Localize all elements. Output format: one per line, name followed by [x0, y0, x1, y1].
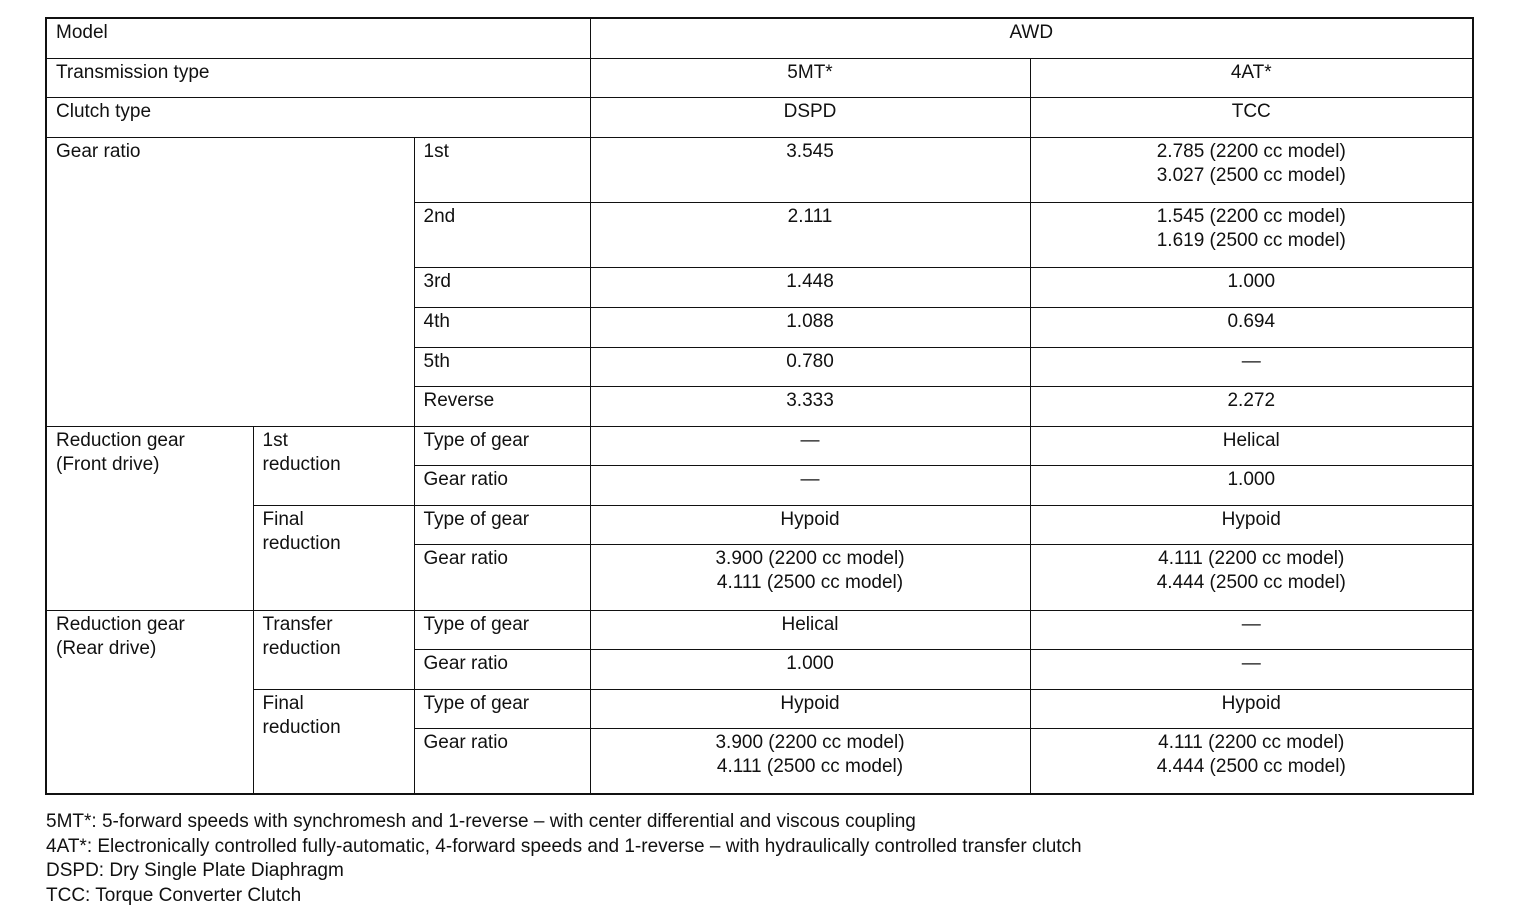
- transmission-mt: 5MT*: [590, 58, 1030, 97]
- gear-ratio-row-label: Gear ratio: [414, 544, 590, 610]
- gear-name: 1st: [414, 137, 590, 202]
- gear-mt-value: 2.111: [590, 202, 1030, 267]
- transmission-spec-table: [45, 17, 1474, 795]
- rear-drive-label: Reduction gear (Rear drive): [46, 610, 253, 794]
- gear-name: 5th: [414, 347, 590, 386]
- front-first-ratio-at: 1.000: [1030, 465, 1473, 505]
- front-first-ratio-mt: —: [590, 465, 1030, 505]
- front-final-ratio-mt: 3.900 (2200 cc model) 4.111 (2500 cc model): [590, 544, 1030, 610]
- model-value: AWD: [590, 18, 1473, 58]
- gear-mt-value: 3.545: [590, 137, 1030, 202]
- footnote-4at: 4AT*: Electronically controlled fully-automatic, 4-forward speeds and 1-reverse – with hydraulically controlled transfer clutch: [46, 835, 1082, 857]
- model-row: [46, 18, 1473, 58]
- gear-ratio-label: Gear ratio: [46, 137, 414, 426]
- rear-final-type-row: [46, 689, 1473, 728]
- front-final-ratio-at: 4.111 (2200 cc model) 4.444 (2500 cc model): [1030, 544, 1473, 610]
- gear-ratio-row-label: Gear ratio: [414, 728, 590, 794]
- gear-mt-value: 3.333: [590, 386, 1030, 426]
- gear-at-value: 1.000: [1030, 267, 1473, 307]
- gear-row: [46, 137, 1473, 202]
- rear-final-ratio-mt: 3.900 (2200 cc model) 4.111 (2500 cc model): [590, 728, 1030, 794]
- front-final-type-at: Hypoid: [1030, 505, 1473, 544]
- rear-transfer-type-row: [46, 610, 1473, 649]
- rear-final-ratio-at: 4.111 (2200 cc model) 4.444 (2500 cc model): [1030, 728, 1473, 794]
- gear-ratio-row-label: Gear ratio: [414, 649, 590, 689]
- front-final-type-row: [46, 505, 1473, 544]
- gear-at-value: 0.694: [1030, 307, 1473, 347]
- rear-transfer-type-mt: Helical: [590, 610, 1030, 649]
- front-final-type-mt: Hypoid: [590, 505, 1030, 544]
- front-first-type-mt: —: [590, 426, 1030, 465]
- transmission-label: Transmission type: [46, 58, 590, 97]
- clutch-row: [46, 97, 1473, 137]
- gear-at-value: 2.272: [1030, 386, 1473, 426]
- front-first-type-row: [46, 426, 1473, 465]
- clutch-mt: DSPD: [590, 97, 1030, 137]
- rear-transfer-ratio-at: —: [1030, 649, 1473, 689]
- type-of-gear-label: Type of gear: [414, 426, 590, 465]
- rear-final-reduction-label: Final reduction: [253, 689, 414, 794]
- gear-at-value: —: [1030, 347, 1473, 386]
- front-first-reduction-label: 1st reduction: [253, 426, 414, 505]
- gear-mt-value: 1.088: [590, 307, 1030, 347]
- front-drive-label: Reduction gear (Front drive): [46, 426, 253, 610]
- gear-at-value: 2.785 (2200 cc model) 3.027 (2500 cc model): [1030, 137, 1473, 202]
- rear-transfer-ratio-mt: 1.000: [590, 649, 1030, 689]
- gear-ratio-row-label: Gear ratio: [414, 465, 590, 505]
- gear-mt-value: 0.780: [590, 347, 1030, 386]
- rear-final-type-mt: Hypoid: [590, 689, 1030, 728]
- transmission-at: 4AT*: [1030, 58, 1473, 97]
- type-of-gear-label: Type of gear: [414, 689, 590, 728]
- footnote-dspd: DSPD: Dry Single Plate Diaphragm: [46, 860, 344, 881]
- model-label: Model: [46, 18, 590, 58]
- gear-name: 4th: [414, 307, 590, 347]
- gear-at-value: 1.545 (2200 cc model) 1.619 (2500 cc model): [1030, 202, 1473, 267]
- clutch-label: Clutch type: [46, 97, 590, 137]
- footnote-tcc: TCC: Torque Converter Clutch: [46, 884, 302, 906]
- transmission-row: [46, 58, 1473, 97]
- rear-final-type-at: Hypoid: [1030, 689, 1473, 728]
- rear-transfer-reduction-label: Transfer reduction: [253, 610, 414, 689]
- footnote-5mt: 5MT*: 5-forward speeds with synchromesh and 1-reverse – with center differential and viscous coupling: [46, 811, 916, 832]
- type-of-gear-label: Type of gear: [414, 505, 590, 544]
- front-final-reduction-label: Final reduction: [253, 505, 414, 610]
- type-of-gear-label: Type of gear: [414, 610, 590, 649]
- front-first-type-at: Helical: [1030, 426, 1473, 465]
- gear-name: 3rd: [414, 267, 590, 307]
- footnotes: [46, 810, 1082, 908]
- rear-transfer-type-at: —: [1030, 610, 1473, 649]
- gear-name: Reverse: [414, 386, 590, 426]
- gear-name: 2nd: [414, 202, 590, 267]
- clutch-at: TCC: [1030, 97, 1473, 137]
- gear-mt-value: 1.448: [590, 267, 1030, 307]
